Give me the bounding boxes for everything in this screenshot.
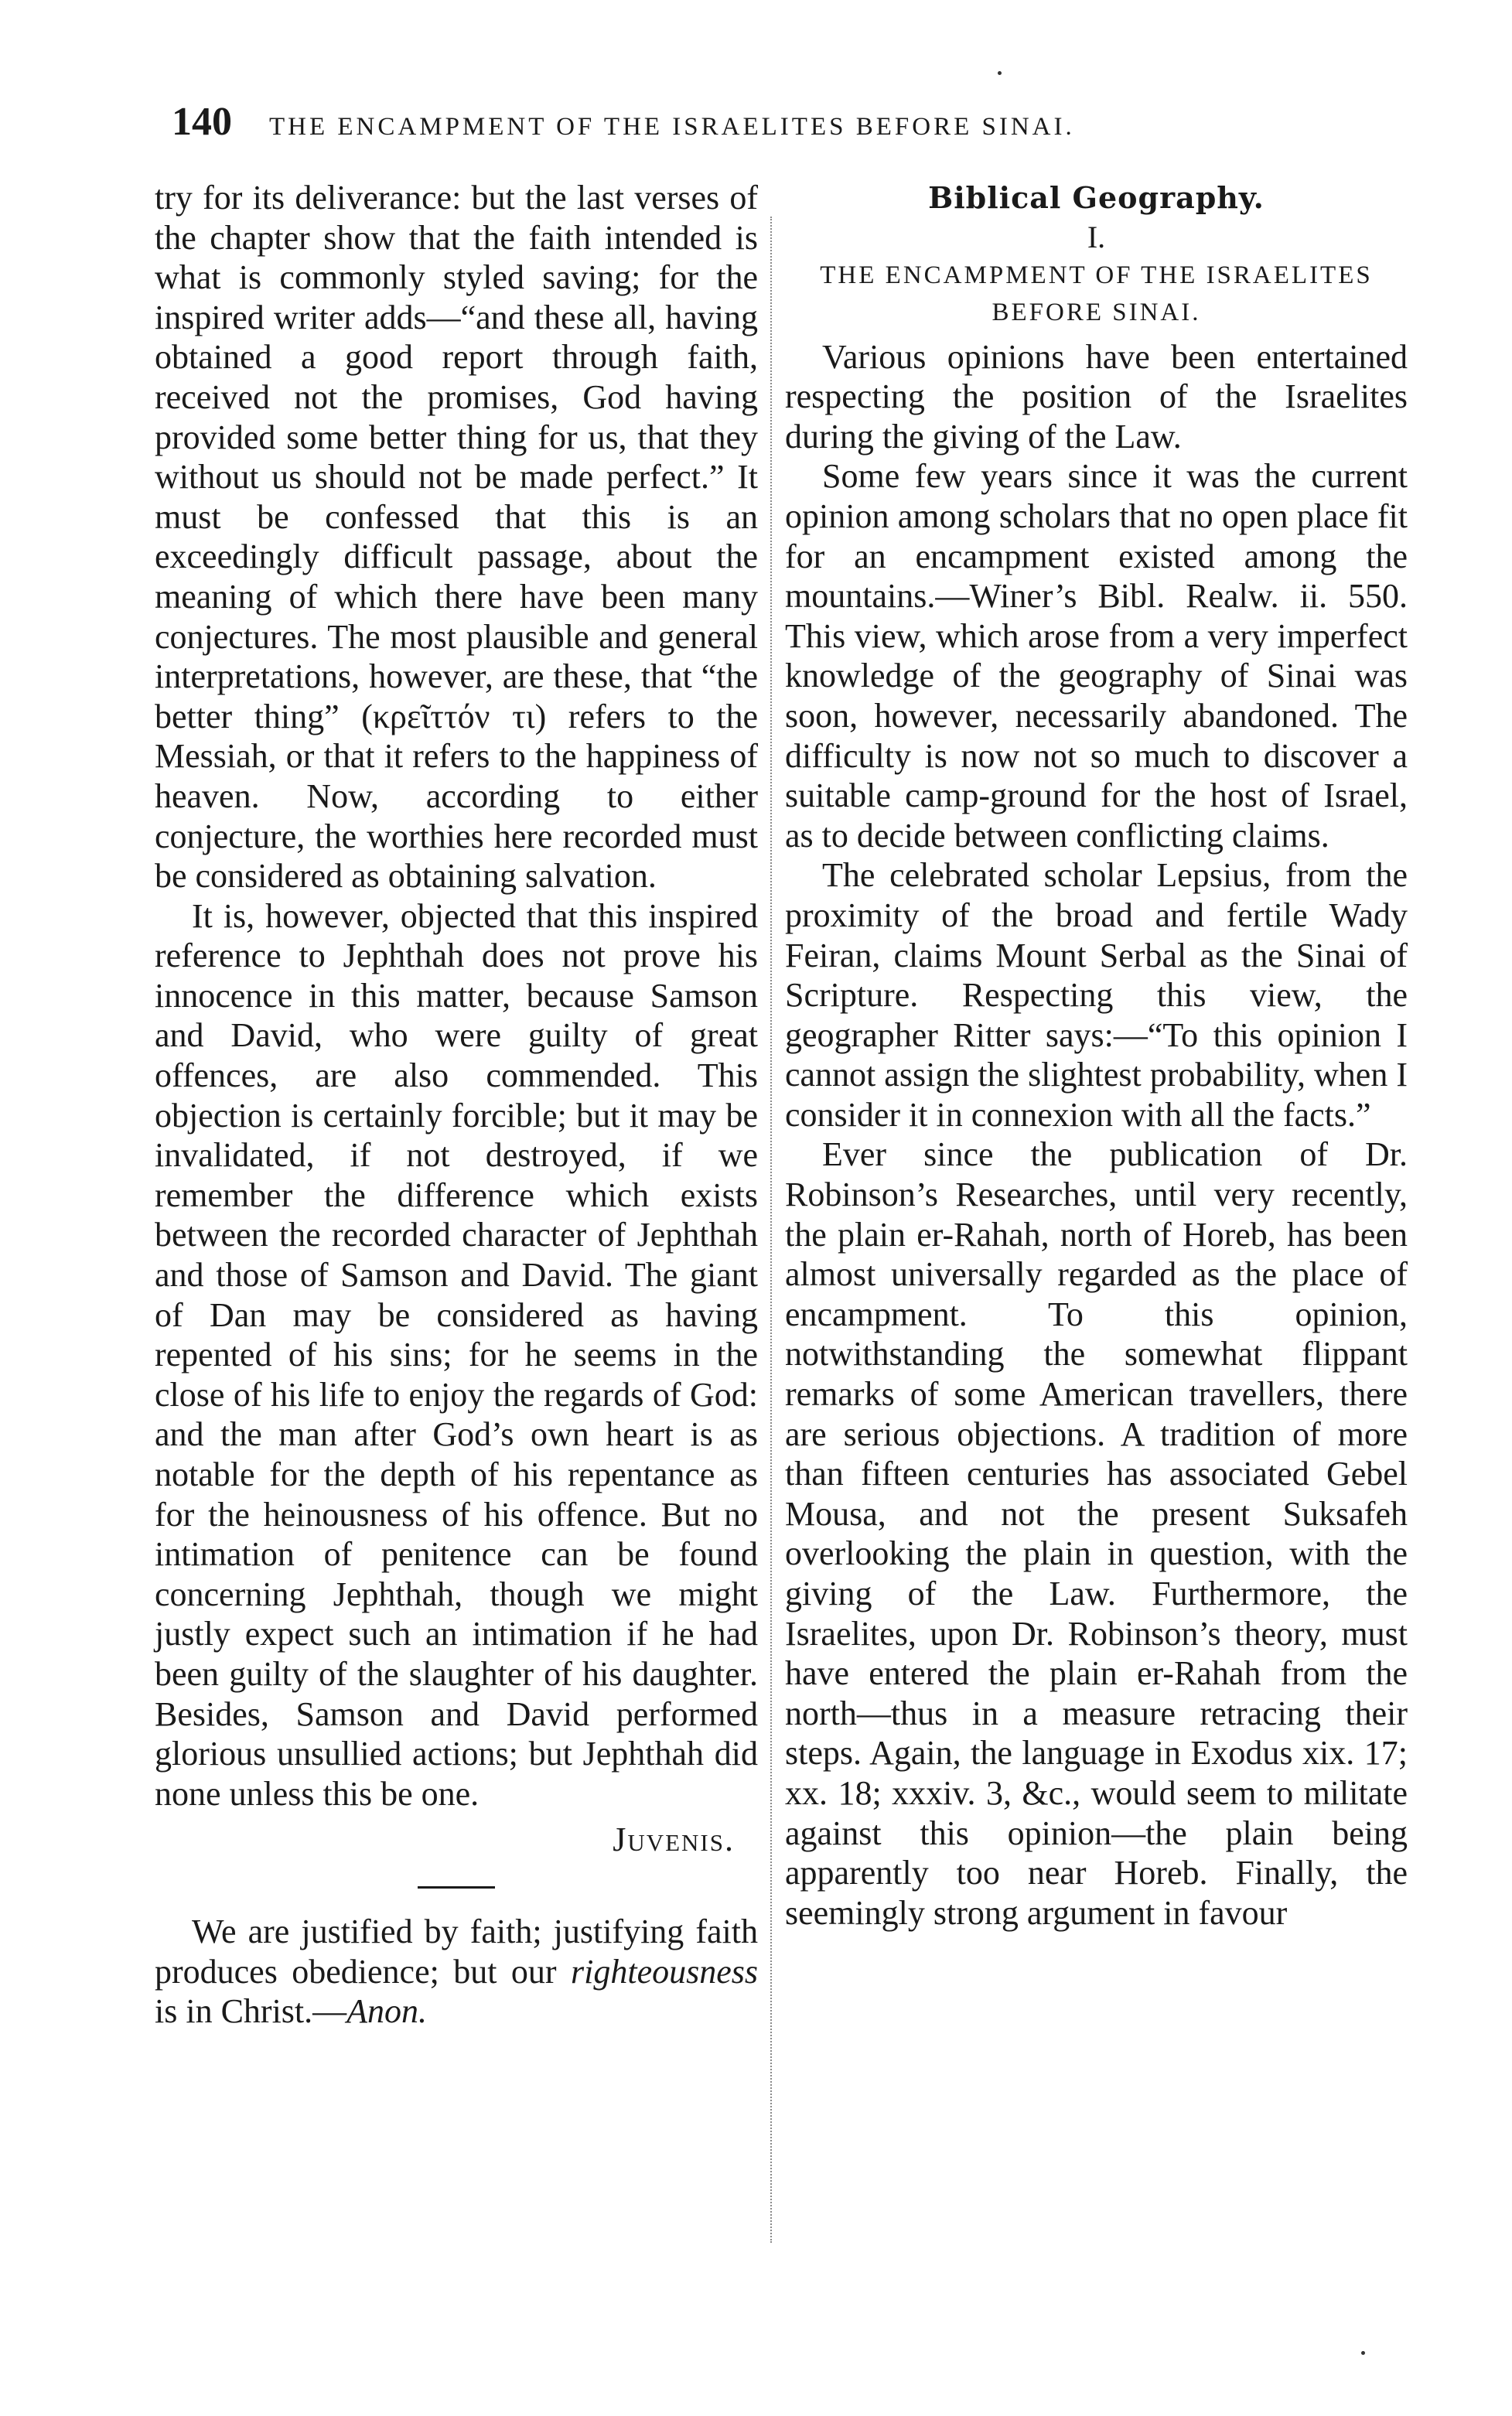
closing-quote <box>155 1912 758 2032</box>
section-title: Biblical Geography. <box>928 180 1265 215</box>
left-paragraph-2: It is, however, objected that this inspired reference to Jephthah does not prove his innocence in this matter, because Samson and David, who were guilty of great offences, are also commended. This objection is certainly forcible; but it may be invalidated, if not destroyed, if we remember the difference which exists between the recorded character of Jephthah and those of Samson and David. The giant of Dan may be considered as having repented of his sins; for he seems in the close of his life to enjoy the regards of God: and the man after God’s own heart is as notable for the depth of his repentance as for the heinousness of his offence. But no intimation of penitence can be found concerning Jephthah, though we might justly expect such an intimation if he had been guilty of the slaughter of his daughter. Besides, Samson and David performed glorious unsullied actions; but Jephthah did none unless this be one. <box>155 896 758 1813</box>
paper-speck <box>998 71 1002 75</box>
separator-rule <box>418 1886 495 1889</box>
author-signature: Juvenis. <box>613 1821 735 1859</box>
column-divider <box>770 217 772 2243</box>
right-column <box>785 178 1408 1933</box>
right-paragraph-2: Some few years since it was the current opinion among scholars that no open place fit for an encampment existed among the mountains.—Winer’s Bibl. Realw. ii. 550. This view, which arose from a very imperfect knowledge of the geography of Sinai was soon, however, necessarily abandoned. The difficulty is now not so much to discover a suitable camp-ground for the host of Israel, as to decide between conflicting claims. <box>785 457 1408 855</box>
right-paragraph-1: Various opinions have been entertained respecting the position of the Israelites during the giving of the Law. <box>785 337 1408 456</box>
running-title: THE ENCAMPMENT OF THE ISRAELITES BEFORE SINAI. <box>269 113 1075 141</box>
page-number: 140 <box>172 100 232 144</box>
spacer <box>785 331 1408 337</box>
left-column <box>155 178 758 2032</box>
running-head <box>172 99 1425 145</box>
quote-emphasis: righteousness <box>571 1952 758 1991</box>
quote-text-start: We are justified by faith; justifying faith produces obedience; but our <box>155 1912 758 1991</box>
quote-text-end: is in Christ.— <box>155 1992 347 2031</box>
right-paragraph-4: Ever since the publication of Dr. Robinson’s Researches, until very recently, the plain er-Rahah, north of Horeb, has been almost universally regarded as the place of encampment. To this opinion, notwithstanding the somewhat flippant remarks of some American travellers, there are serious objections. A tradition of more than fifteen centuries has associated Gebel Mousa, and not the present Suksafeh overlooking the plain in question, with the giving of the Law. Furthermore, the Israelites, upon Dr. Robinson’s theory, must have entered the plain er-Rahah from the north—thus in a measure retracing their steps. Again, the language in Exodus xix. 17; xx. 18; xxxiv. 3, &c., would seem to militate against this opinion—the plain being apparently too near Horeb. Finally, the seemingly strong argument in favour <box>785 1135 1408 1932</box>
right-paragraph-3: The celebrated scholar Lepsius, from the proximity of the broad and fertile Wady Feiran, claims Mount Serbal as the Sinai of Scripture. Respecting this view, the geographer Ritter says:—“To this opinion I cannot assign the slightest probability, when I consider it in connexion with all the facts.” <box>785 856 1408 1134</box>
quote-attribution: Anon. <box>346 1992 428 2031</box>
section-subtitle: THE ENCAMPMENT OF THE ISRAELITES BEFORE SINAI. <box>820 261 1373 326</box>
left-paragraph-1: try for its deliverance: but the last verses of the chapter show that the faith intended is what is commonly styled saving; for the inspired writer adds—“and these all, having obtained a good report through faith, received not the promises, God having provided some better thing for us, that they without us should not be made perfect.” It must be confessed that this is an exceedingly difficult passage, about the meaning of which there have been many conjectures. The most plausible and general interpretations, however, are these, that “the better thing” (κρεῖττόν τι) refers to the Messiah, or that it refers to the happiness of heaven. Now, according to either conjecture, the worthies here recorded must be considered as obtaining salvation. <box>155 179 758 896</box>
section-numeral: I. <box>1087 219 1106 254</box>
paper-speck <box>1361 2351 1365 2355</box>
